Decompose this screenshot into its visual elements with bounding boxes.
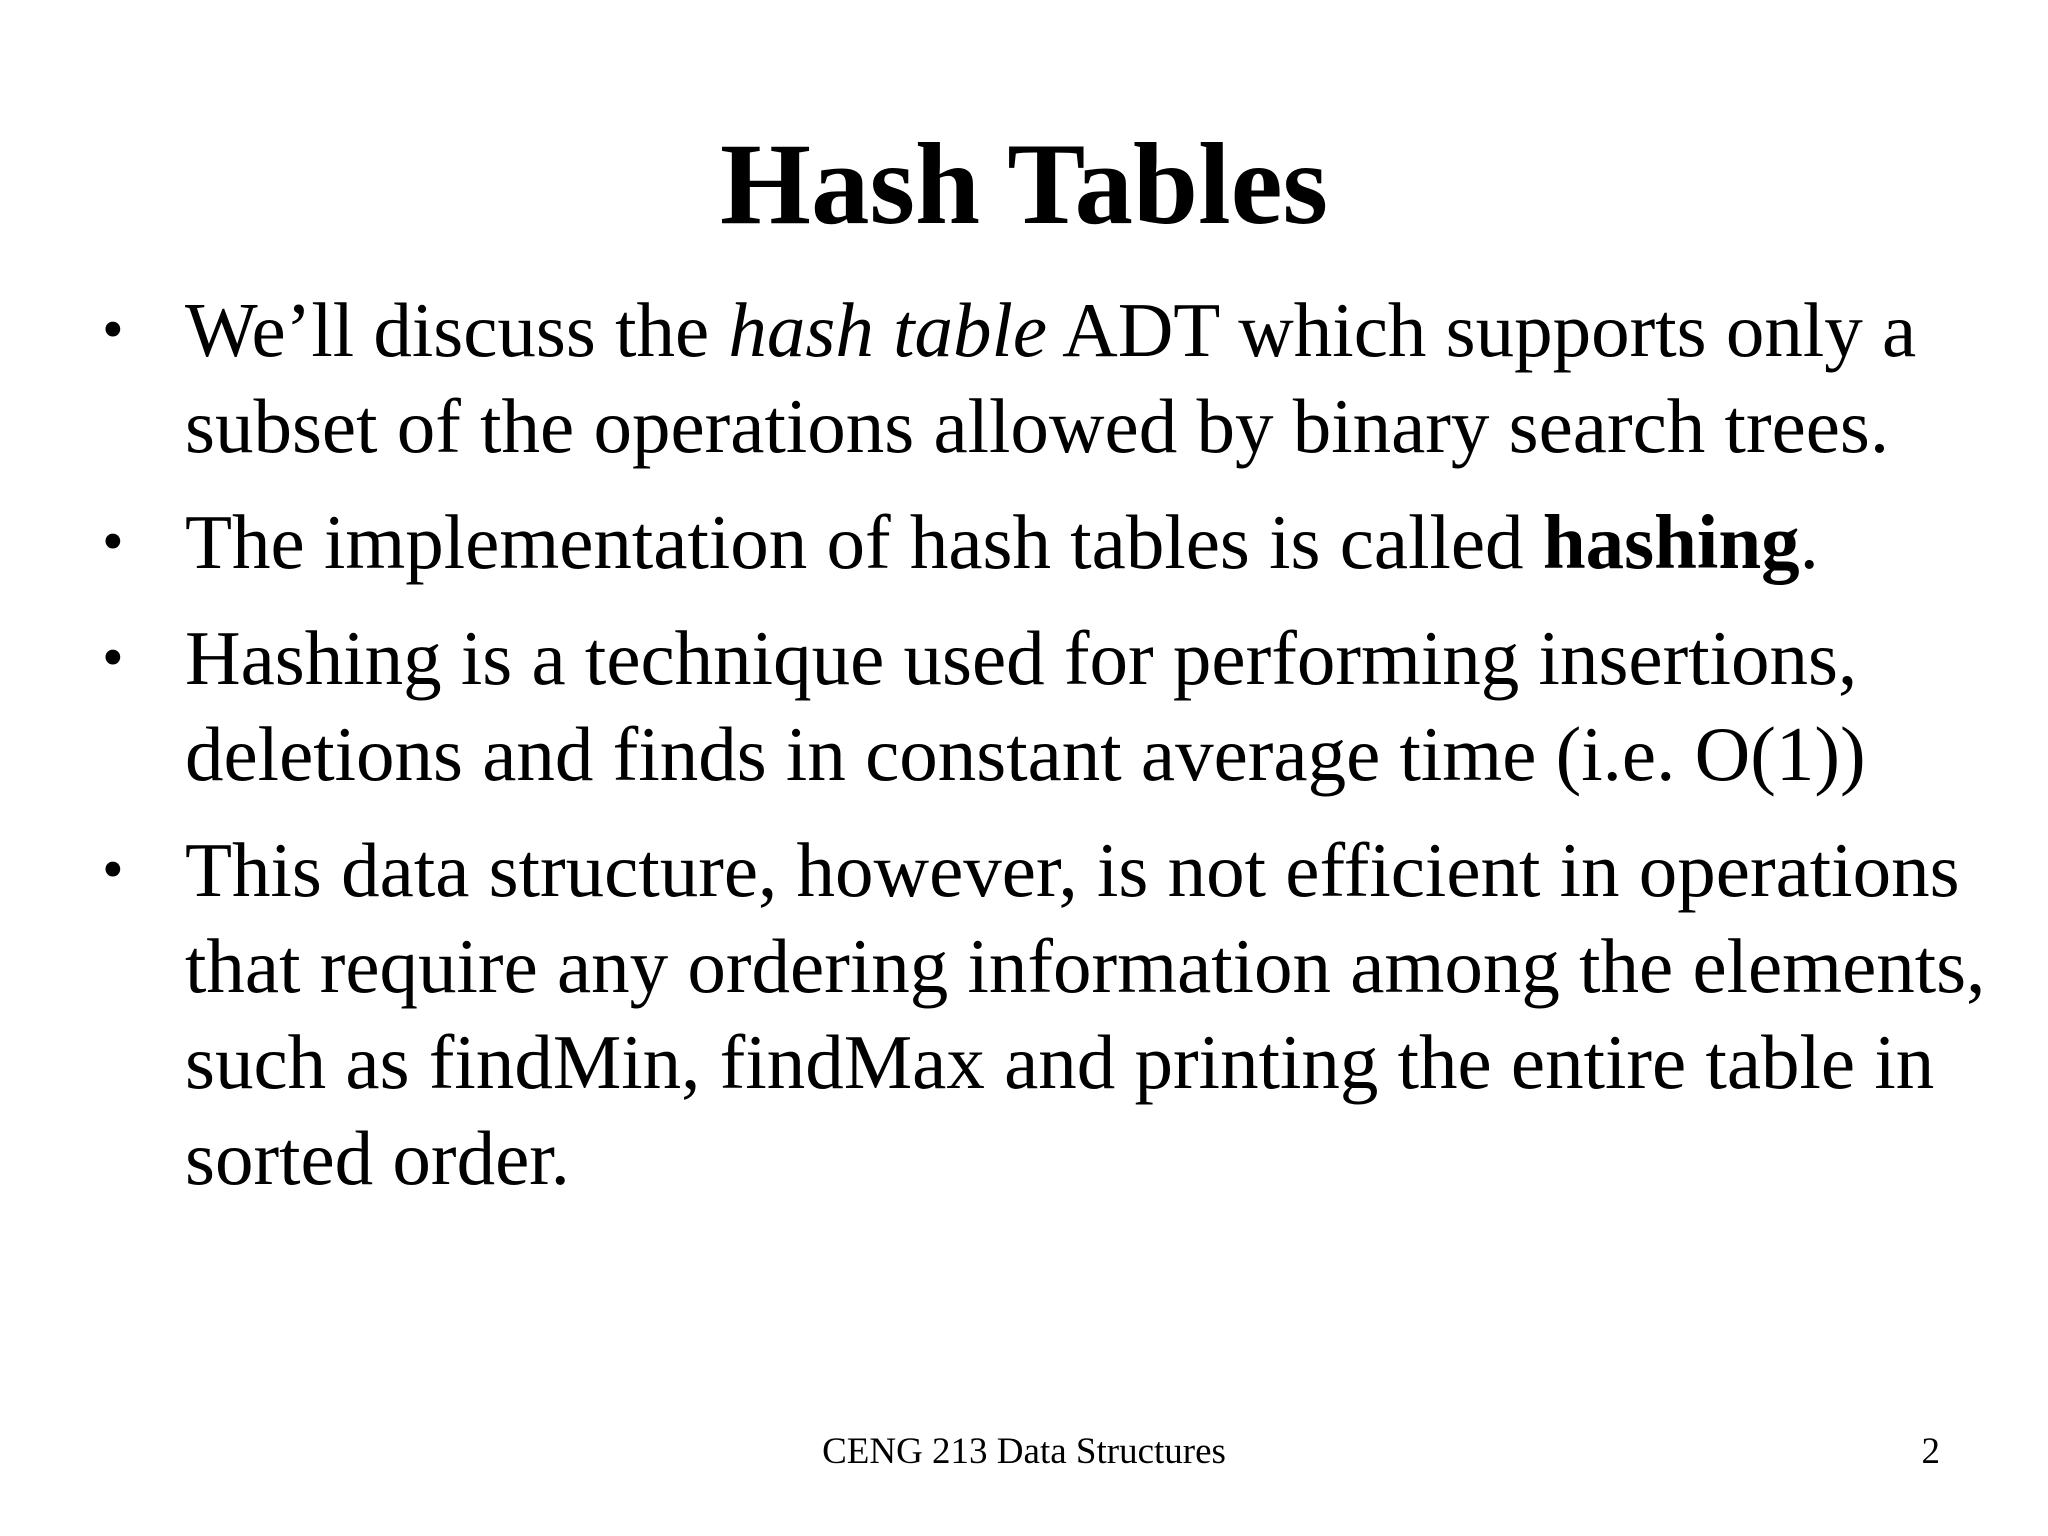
bullet-item: [102, 494, 2022, 590]
footer-course: CENG 213 Data Structures: [822, 1431, 1226, 1472]
bullet-text: [185, 282, 2022, 474]
bullet-text-part: ADT which supports only a subset of the operations allowed by binary search trees.: [185, 287, 1917, 469]
emphasis-hash-table: hash table: [728, 287, 1048, 373]
bullet-list: [102, 282, 2022, 1226]
bullet-icon: •: [102, 836, 124, 904]
bullet-item: [102, 282, 2022, 474]
bullet-icon: •: [102, 508, 124, 576]
bullet-text-part: The implementation of hash tables is called: [185, 499, 1543, 585]
bullet-text-part: .: [1799, 499, 1819, 585]
bullet-text: This data structure, however, is not efficient in operations that require any ordering information among the elements, such as findMin, findMax and printing the entire table in sorted order.: [185, 827, 1986, 1201]
emphasis-hashing: hashing: [1542, 499, 1800, 585]
bullet-item: [102, 610, 2022, 802]
slide-title: Hash Tables: [719, 120, 1329, 249]
bullet-icon: •: [102, 296, 124, 364]
bullet-text: [185, 494, 2022, 590]
page-number: 2: [1921, 1431, 1940, 1472]
bullet-icon: •: [102, 624, 124, 692]
bullet-item: [102, 822, 2022, 1206]
bullet-text-part: We’ll discuss the: [185, 287, 729, 373]
bullet-text: Hashing is a technique used for performing insertions, deletions and finds in constant average time (i.e. O(1)): [185, 615, 1866, 797]
